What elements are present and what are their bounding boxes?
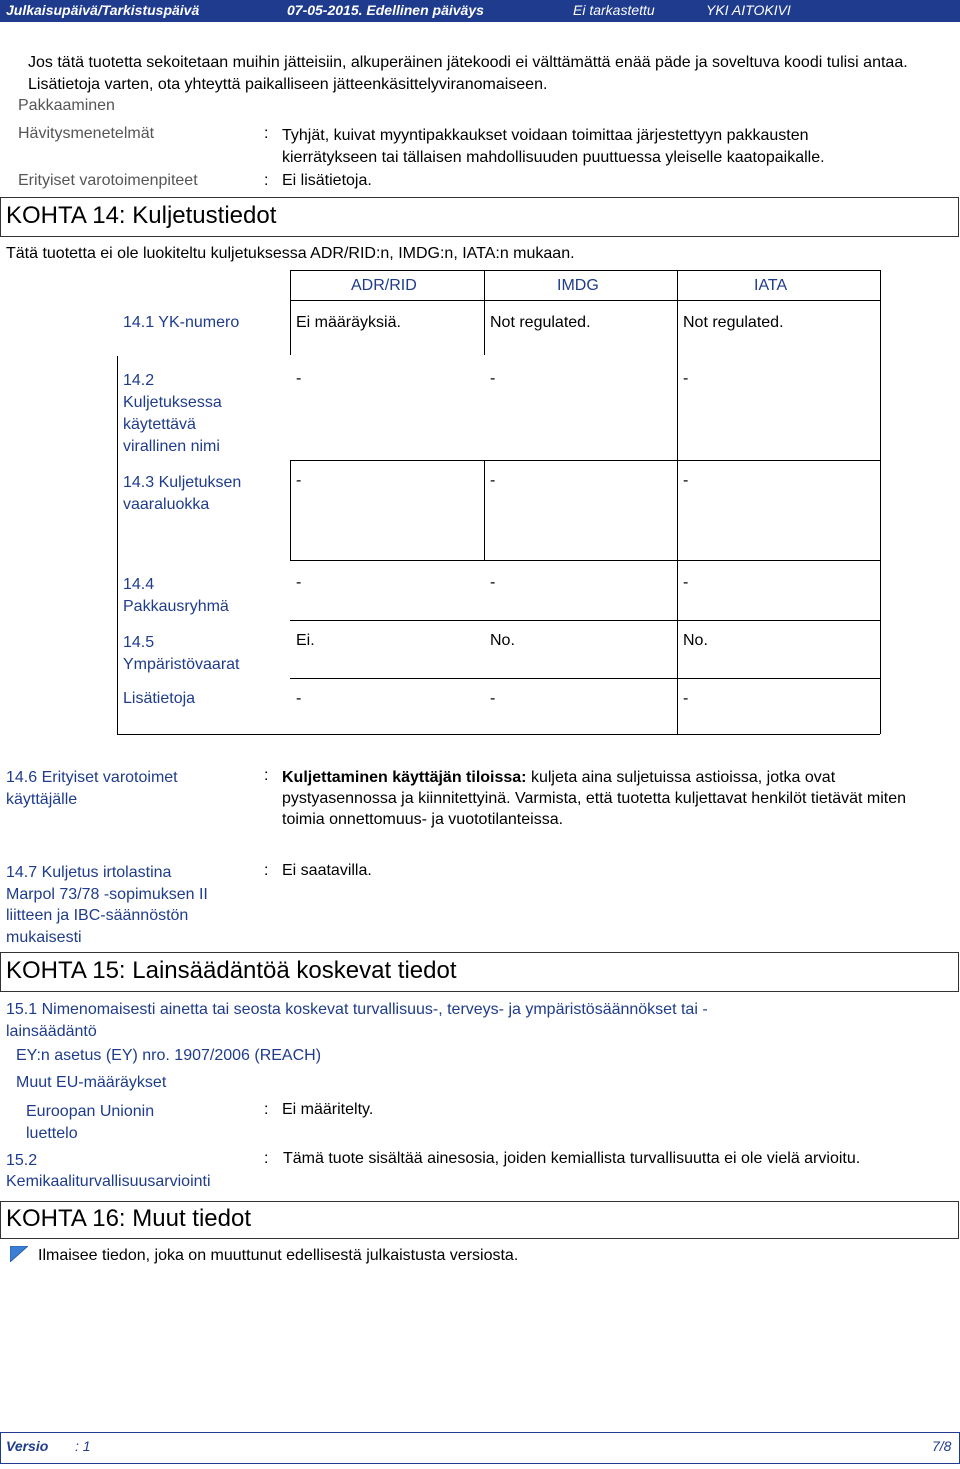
special-precautions-value: Ei lisätietoja. — [282, 172, 372, 189]
change-note: Ilmaisee tiedon, joka on muuttunut edellisestä julkaistusta versiosta. — [38, 1247, 519, 1264]
table-border-left — [117, 356, 118, 734]
colon: : — [264, 172, 269, 189]
cell-value: - — [683, 370, 689, 387]
page-number: 7/8 — [932, 1438, 952, 1454]
special-precautions-label: Erityiset varotoimenpiteet — [18, 172, 198, 189]
table-divider — [484, 270, 485, 355]
colon: : — [264, 1101, 269, 1118]
row-label-un-number: 14.1 YK-numero — [123, 314, 240, 331]
label-line: 15.1 Nimenomaisesti ainetta tai seosta koskevat turvallisuus-, terveys- ja ympäristösäännökset tai - — [6, 1001, 708, 1018]
table-rule — [290, 620, 880, 621]
company-name: YKI AITOKIVI — [706, 2, 791, 18]
disposal-intro: Jos tätä tuotetta sekoitetaan muihin jätteisiin, alkuperäinen jätekoodi ei välttämättä enää päde ja soveltuva koodi tulisi antaa. Lisätietoja varten, ota yhteyttä paikalliseen jätteenkäsittelyviranomaiseen. — [28, 54, 908, 93]
section-14-intro: Tätä tuotetta ei ole luokiteltu kuljetuksessa ADR/RID:n, IMDG:n, IATA:n mukaan. — [6, 245, 575, 262]
label-line: Ympäristövaarat — [123, 656, 240, 673]
cell-value: - — [296, 370, 302, 387]
not-checked-line1: Ei tarkastettu — [573, 2, 655, 18]
label-line: 14.4 — [123, 576, 155, 593]
row-label-shipping-name — [123, 370, 222, 458]
colon: : — [264, 767, 269, 784]
colon: : — [264, 125, 269, 142]
section-15-title: KOHTA 15: Lainsäädäntöä koskevat tiedot — [6, 957, 457, 984]
label-line: lainsäädäntö — [6, 1023, 97, 1040]
version-value: : 1 — [75, 1438, 91, 1454]
eu-list-label — [26, 1101, 154, 1145]
chemical-safety-assessment-value: Tämä tuote sisältää ainesosia, joiden kemiallista turvallisuutta ei ole vielä arvioitu. — [283, 1150, 861, 1167]
cell-value: - — [296, 472, 302, 489]
table-divider — [290, 460, 291, 560]
table-divider — [290, 270, 291, 355]
issue-label: Julkaisupäivä/Tarkistuspäivä — [6, 2, 200, 18]
section-16-title: KOHTA 16: Muut tiedot — [6, 1205, 252, 1232]
cell-value: - — [296, 690, 302, 707]
label-line: virallinen nimi — [123, 438, 220, 455]
chemical-safety-assessment-label — [6, 1150, 211, 1192]
cell-value: Not regulated. — [490, 314, 591, 331]
table-rule — [290, 560, 880, 561]
section-14-title: KOHTA 14: Kuljetustiedot — [6, 202, 277, 229]
not-checked-line2: aikaisemmin. — [573, 19, 655, 35]
change-marker-icon — [10, 1246, 28, 1262]
label-line: Marpol 73/78 -sopimuksen II — [6, 885, 208, 903]
bulk-transport-label — [6, 862, 208, 948]
cell-value: No. — [490, 632, 515, 649]
label-line: Kuljetuksessa — [123, 394, 222, 411]
disposal-method-value: Tyhjät, kuivat myyntipakkaukset voidaan toimittaa järjestettyyn pakkausten kierrätykseen tai tällaisen mahdollisuuden puuttuessa yleiselle kaatopaikalle. — [282, 127, 825, 166]
label-line: 15.2 — [6, 1152, 38, 1169]
label-line: 14.5 — [123, 634, 155, 651]
row-label-environmental — [123, 632, 240, 676]
other-eu-regulations: Muut EU-määräykset — [16, 1074, 167, 1091]
cell-value: - — [490, 574, 496, 591]
table-border-bottom — [117, 734, 880, 735]
packaging-heading: Pakkaaminen — [18, 97, 115, 114]
table-divider — [484, 460, 485, 560]
col-header-adr-rid: ADR/RID — [351, 277, 417, 294]
label-line: Pakkausryhmä — [123, 598, 229, 615]
row-label-packing-group — [123, 574, 229, 618]
cell-value: Ei. — [296, 632, 315, 649]
special-precautions-text: kuljeta aina suljetuissa astioissa, jotka ovat pystyasennossa ja kiinnitettyinä. Varmista, että tuotetta kuljettavat henkilöt tietävät miten toimia onnettomuus- ja vuototilanteissa. — [282, 769, 907, 828]
cell-value: - — [490, 690, 496, 707]
footer-box — [0, 1432, 960, 1464]
label-line: mukaisesti — [6, 928, 82, 946]
cell-value: - — [683, 574, 689, 591]
cell-value: - — [683, 472, 689, 489]
label-line: käytettävä — [123, 416, 196, 433]
not-checked — [573, 2, 655, 36]
label-line: 14.6 Erityiset varotoimet — [6, 769, 178, 786]
label-line: 14.3 Kuljetuksen — [123, 474, 242, 491]
cell-value: Ei määräyksiä. — [296, 314, 401, 331]
table-border-right — [880, 270, 881, 734]
col-header-iata: IATA — [754, 277, 788, 294]
colon: : — [264, 1150, 269, 1167]
cell-value: - — [296, 574, 302, 591]
cell-value: - — [683, 690, 689, 707]
eu-list-value: Ei määritelty. — [282, 1101, 374, 1118]
section-15-1-heading — [6, 999, 708, 1043]
label-line: Kemikaaliturvallisuusarviointi — [6, 1173, 211, 1190]
label-line: 14.7 Kuljetus irtolastina — [6, 864, 172, 881]
cell-value: - — [490, 370, 496, 387]
label-line: käyttäjälle — [6, 791, 78, 808]
label-line: vaaraluokka — [123, 496, 210, 513]
special-precautions-bold: Kuljettaminen käyttäjän tiloissa: — [282, 769, 527, 786]
version-label: Versio — [6, 1438, 49, 1454]
label-line: luettelo — [26, 1125, 78, 1142]
cell-value: No. — [683, 632, 708, 649]
label-line: 14.2 — [123, 372, 155, 389]
table-rule — [290, 460, 880, 461]
label-line: Euroopan Unionin — [26, 1103, 155, 1120]
issue-dates: 07-05-2015. Edellinen päiväys — [287, 2, 484, 18]
label-line: liitteen ja IBC-säännöstön — [6, 907, 189, 924]
special-precautions-user-label — [6, 767, 178, 811]
cell-value: Not regulated. — [683, 314, 784, 331]
table-border-top — [290, 270, 880, 271]
special-precautions-user-value — [282, 767, 932, 830]
table-rule — [290, 300, 880, 301]
row-label-additional-info: Lisätietoja — [123, 690, 196, 707]
colon: : — [264, 862, 269, 879]
disposal-method-label: Hävitysmenetelmät — [18, 125, 155, 142]
bulk-transport-value: Ei saatavilla. — [282, 862, 372, 879]
row-label-hazard-class — [123, 472, 241, 516]
table-divider — [677, 270, 678, 734]
col-header-imdg: IMDG — [557, 277, 599, 294]
reach-regulation: EY:n asetus (EY) nro. 1907/2006 (REACH) — [16, 1047, 322, 1064]
table-rule — [290, 678, 880, 679]
cell-value: - — [490, 472, 496, 489]
